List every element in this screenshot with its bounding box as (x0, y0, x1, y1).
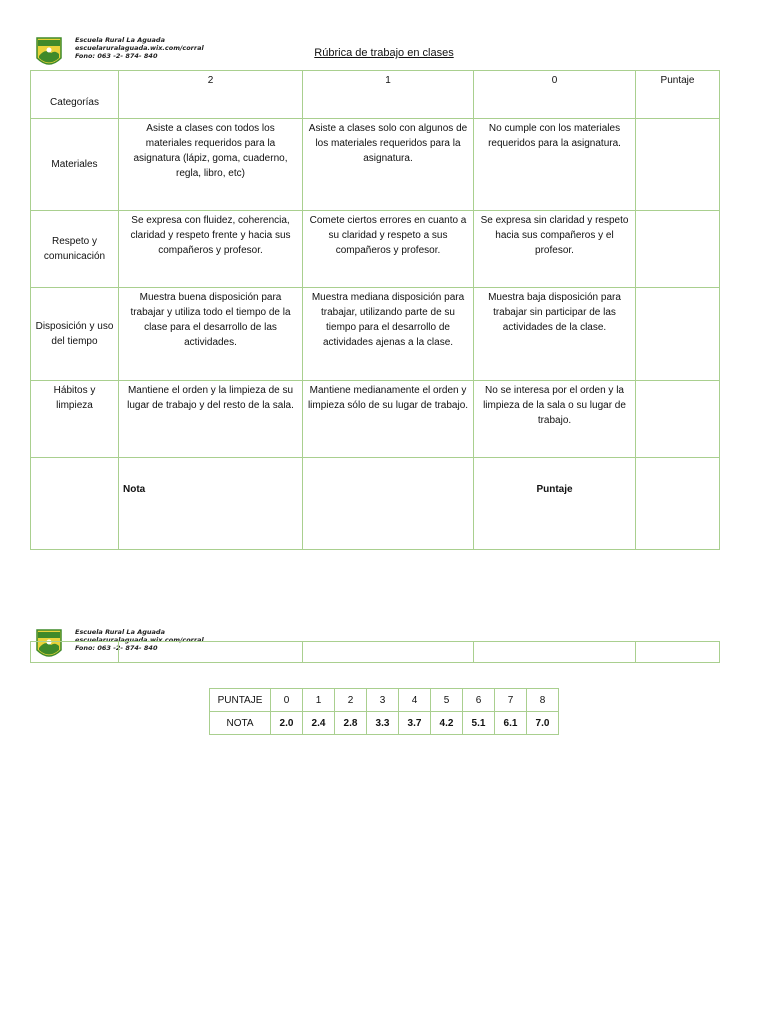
level-2-cell: Muestra buena disposición para trabajar y utiliza todo el tiempo de la clase para el desarrollo de las actividades. (119, 288, 303, 381)
puntaje-row (210, 689, 559, 712)
rubric-row-disposicion (31, 288, 720, 381)
rubric-header-row (31, 71, 720, 119)
score-conversion-table (209, 688, 559, 735)
category-cell: Respeto y comunicación (31, 211, 119, 288)
nota-value: 2.4 (303, 712, 335, 735)
score-cell[interactable] (636, 288, 720, 381)
level-0-cell: Muestra baja disposición para trabajar sin participar de las actividades de la clase. (474, 288, 636, 381)
puntaje-row-label: PUNTAJE (210, 689, 271, 712)
rubric-footer-row (31, 458, 720, 550)
nota-value: 6.1 (495, 712, 527, 735)
rubric-row-respeto (31, 211, 720, 288)
score-cell[interactable] (636, 211, 720, 288)
level-1-cell: Comete ciertos errores en cuanto a su claridad y respeto a sus compañeros y profesor. (303, 211, 474, 288)
header-level-0: 0 (474, 71, 636, 119)
level-0-cell: No cumple con los materiales requeridos para la asignatura. (474, 119, 636, 211)
school-website: escuelaruralaguada.wix.com/corral (75, 636, 204, 644)
school-website: escuelaruralaguada.wix.com/corral (75, 44, 204, 52)
puntaje-value: 8 (527, 689, 559, 712)
level-2-cell: Asiste a clases con todos los materiales requeridos para la asignatura (lápiz, goma, cuaderno, regla, libro, etc) (119, 119, 303, 211)
footer-empty-cell (31, 458, 119, 550)
level-1-cell: Mantiene medianamente el orden y limpieza sólo de su lugar de trabajo. (303, 381, 474, 458)
band-cell (31, 642, 119, 663)
puntaje-value: 4 (399, 689, 431, 712)
rubric-row-materiales (31, 119, 720, 211)
nota-value: 5.1 (463, 712, 495, 735)
nota-value: 2.0 (271, 712, 303, 735)
puntaje-value: 2 (335, 689, 367, 712)
nota-value: 7.0 (527, 712, 559, 735)
school-name: Escuela Rural La Aguada (75, 36, 165, 44)
level-2-cell: Mantiene el orden y la limpieza de su lugar de trabajo y del resto de la sala. (119, 381, 303, 458)
school-phone: Fono: 063 -2- 874- 840 (75, 644, 158, 652)
puntaje-value: 7 (495, 689, 527, 712)
puntaje-value: 0 (271, 689, 303, 712)
rubric-table (30, 70, 720, 550)
category-cell: Hábitos y limpieza (31, 381, 119, 458)
header-level-1: 1 (303, 71, 474, 119)
band-cell (119, 642, 303, 663)
level-0-cell: Se expresa sin claridad y respeto hacia sus compañeros y el profesor. (474, 211, 636, 288)
school-name: Escuela Rural La Aguada (75, 628, 165, 636)
nota-row-label: NOTA (210, 712, 271, 735)
nota-value: 2.8 (335, 712, 367, 735)
score-cell[interactable] (636, 119, 720, 211)
puntaje-value: 6 (463, 689, 495, 712)
header-level-2: 2 (119, 71, 303, 119)
puntaje-value: 3 (367, 689, 399, 712)
page-title: Rúbrica de trabajo en clases (314, 47, 454, 59)
header-categories: Categorías (31, 71, 119, 119)
nota-value: 4.2 (431, 712, 463, 735)
header-score: Puntaje (636, 71, 720, 119)
nota-value-cell[interactable] (303, 458, 474, 550)
level-1-cell: Muestra mediana disposición para trabajar, utilizando parte de su tiempo para el desarrollo de actividades ajenas a la clase. (303, 288, 474, 381)
level-2-cell: Se expresa con fluidez, coherencia, claridad y respeto frente y hacia sus compañeros y profesor. (119, 211, 303, 288)
puntaje-value-cell[interactable] (636, 458, 720, 550)
puntaje-value: 1 (303, 689, 335, 712)
level-0-cell: No se interesa por el orden y la limpieza de la sala o su lugar de trabajo. (474, 381, 636, 458)
puntaje-value: 5 (431, 689, 463, 712)
puntaje-label: Puntaje (474, 458, 636, 550)
school-phone: Fono: 063 -2- 874- 840 (75, 52, 158, 60)
category-cell: Disposición y uso del tiempo (31, 288, 119, 381)
band-cell (303, 642, 474, 663)
nota-label: Nota (119, 458, 303, 550)
score-cell[interactable] (636, 381, 720, 458)
rubric-row-habitos (31, 381, 720, 458)
nota-value: 3.7 (399, 712, 431, 735)
band-cell (474, 642, 636, 663)
nota-value: 3.3 (367, 712, 399, 735)
continued-table-band (30, 641, 720, 663)
category-cell: Materiales (31, 119, 119, 211)
level-1-cell: Asiste a clases solo con algunos de los materiales requeridos para la asignatura. (303, 119, 474, 211)
band-cell (636, 642, 720, 663)
nota-row (210, 712, 559, 735)
